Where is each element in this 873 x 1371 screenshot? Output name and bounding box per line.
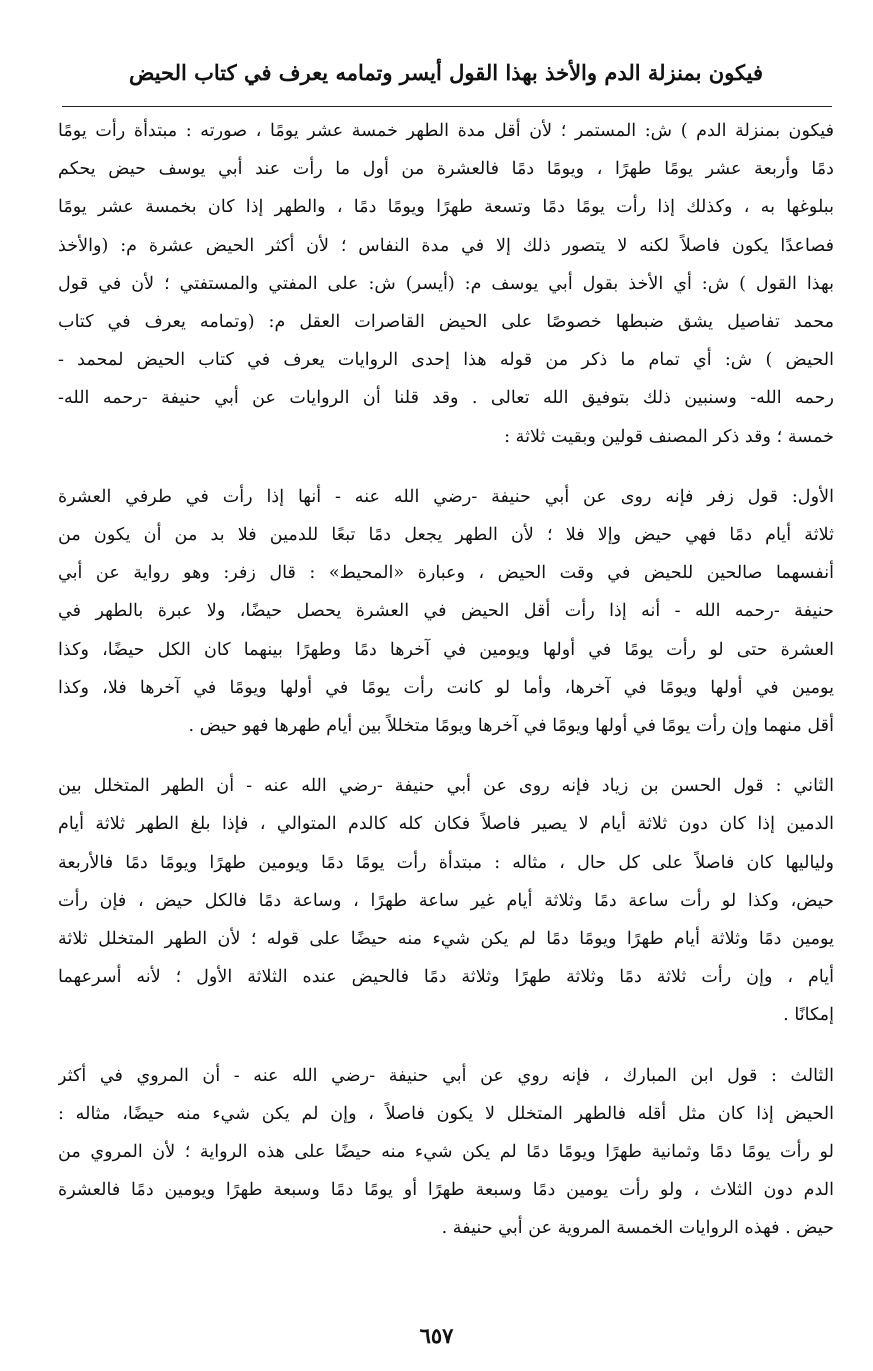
text-line: حيض . فهذه الروايات الخمسة المروية عن أبي حنيفة . xyxy=(441,1218,834,1239)
text-line: ثلاثة أيام دمًا فهي حيض وإلا فلا ؛ لأن الطهر يجعل دمًا تبعًا للدمين فلا بد من أن يكون من xyxy=(58,525,834,546)
text-line: حنيفة -رحمه الله - أنه إذا رأت أقل الحيض في العشرة يحصل حيضًا، ولا عبرة بالطهر في xyxy=(58,601,834,622)
header-divider xyxy=(62,106,832,107)
text-line: الدم دون الثلاث ، ولو رأت يومين دمًا وسبعة طهرًا أو يومًا دمًا وسبعة طهرًا ويومين دمًا فالعشرة xyxy=(58,1180,834,1201)
text-line: فيكون بمنزلة الدم ) ش: المستمر ؛ لأن أقل مدة الطهر خمسة عشر يومًا ، صورته : مبتدأة رأت يومًا xyxy=(58,121,834,141)
text-line: الثاني : قول الحسن بن زياد فإنه روى عن أبي حنيفة -رضي الله عنه - أن الطهر المتخلل بين xyxy=(58,776,834,797)
paragraph-first-opinion xyxy=(58,478,834,745)
text-line: الثالث : قول ابن المبارك ، فإنه روي عن أبي حنيفة -رضي الله عنه - أن المروي في أكثر xyxy=(58,1065,834,1086)
paragraph-intro xyxy=(58,112,834,456)
text-line: ببلوغها به ، وكذلك إذا رأت يومًا دمًا وتسعة طهرًا ويومًا دمًا ، والطهر إذا كان بخمسة عشر يومًا xyxy=(58,197,834,218)
text-line: يومين دمًا وثلاثة أيام طهرًا ويومًا دمًا لم يكن شيء منه حيضًا على قوله ؛ لأن الطهر المتخلل ثلاثة xyxy=(58,929,834,950)
paragraph-third-opinion xyxy=(58,1057,834,1248)
text-line: لو رأت يومًا دمًا وثمانية طهرًا ويومًا دمًا لم يكن شيء منه حيضًا على هذه الرواية ؛ لأن المروي من xyxy=(58,1142,834,1163)
text-line: إمكانًا . xyxy=(783,1005,834,1026)
page-body xyxy=(58,112,834,1248)
text-line: خمسة ؛ وقد ذكر المصنف قولين وبقيت ثلاثة : xyxy=(504,426,834,447)
text-line: الأول: قول زفر فإنه روى عن أبي حنيفة -رضي الله عنه - أنها إذا رأت في طرفي العشرة xyxy=(58,486,834,507)
text-line: أقل منهما وإن رأت يومًا في أولها ويومًا في آخرها ويومًا متخللاً بين أيام طهرها فهو حيض . xyxy=(188,716,834,737)
text-line: الحيض إذا كان مثل أقله فالطهر المتخلل لا يكون فاصلاً ، وإن لم يكن شيء منه حيضًا، مثاله : xyxy=(58,1103,834,1124)
running-header: فيكون بمنزلة الدم والأخذ بهذا القول أيسر وتمامه يعرف في كتاب الحيض xyxy=(128,60,764,85)
text-line: أنفسهما صالحين للحيض في وقت الحيض ، وعبارة «المحيط» : قال زفر: وهو رواية عن أبي xyxy=(58,563,834,584)
text-line: أيام ، وإن رأت ثلاثة دمًا وثلاثة طهرًا وثلاثة دمًا فالحيض عنده الثلاثة الأول ؛ لأنه أسرعهما xyxy=(58,967,834,988)
text-line: فصاعدًا يكون فاصلاً لكنه لا يتصور ذلك إلا في مدة النفاس ؛ لأن أكثر الحيض عشرة م: (والأخذ xyxy=(58,235,834,256)
text-line: الدمين إذا كان دون ثلاثة أيام لا يصير فاصلاً فكان كله كالدم المتوالي ، فإذا بلغ الطهر ثلاثة أيام xyxy=(58,814,834,835)
text-line: محمد تفاصيل يشق ضبطها خصوصًا على الحيض القاصرات العقل م: (وتمامه يعرف في كتاب xyxy=(58,312,834,333)
text-line: العشرة حتى لو رأت يومًا في أولها ويومين في آخرها دمًا وطهرًا بينهما كان الكل حيضًا، وكذا xyxy=(58,639,834,660)
text-line: الحيض ) ش: أي تمام ما ذكر من قوله هذا إحدى الروايات يعرف في كتاب الحيض لمحمد - xyxy=(58,350,834,371)
text-line: دمًا وأربعة عشر يومًا طهرًا ، ويومًا دمًا فالعشرة من أول ما رأت عند أبي يوسف حيض يحكم xyxy=(58,159,834,180)
text-line: رحمه الله- وسنبين ذلك بتوفيق الله تعالى . وقد قلنا أن الروايات عن أبي حنيفة -رحمه الله- xyxy=(58,388,834,409)
paragraph-second-opinion xyxy=(58,767,834,1034)
text-line: بهذا القول ) ش: أي الأخذ بقول أبي يوسف م: (أيسر) ش: على المفتي والمستفتي ؛ لأن في قول xyxy=(58,273,834,294)
text-line: حيض، وكذا لو رأت ساعة دمًا وثلاثة أيام غير ساعة طهرًا ، وساعة دمًا فالكل حيض ، فإن رأت xyxy=(58,890,834,911)
text-line: يومين في أولها ويومًا في آخرها، وأما لو كانت رأت يومًا في أولها ويومًا في آخرها فلا، وكذا xyxy=(58,677,834,698)
page-number: ٦٥٧ xyxy=(419,1323,454,1348)
text-line: ولياليها كان فاصلاً على كل حال ، مثاله : مبتدأة رأت يومًا دمًا ويومين طهرًا ويومًا دمًا فالأربعة xyxy=(58,852,834,873)
